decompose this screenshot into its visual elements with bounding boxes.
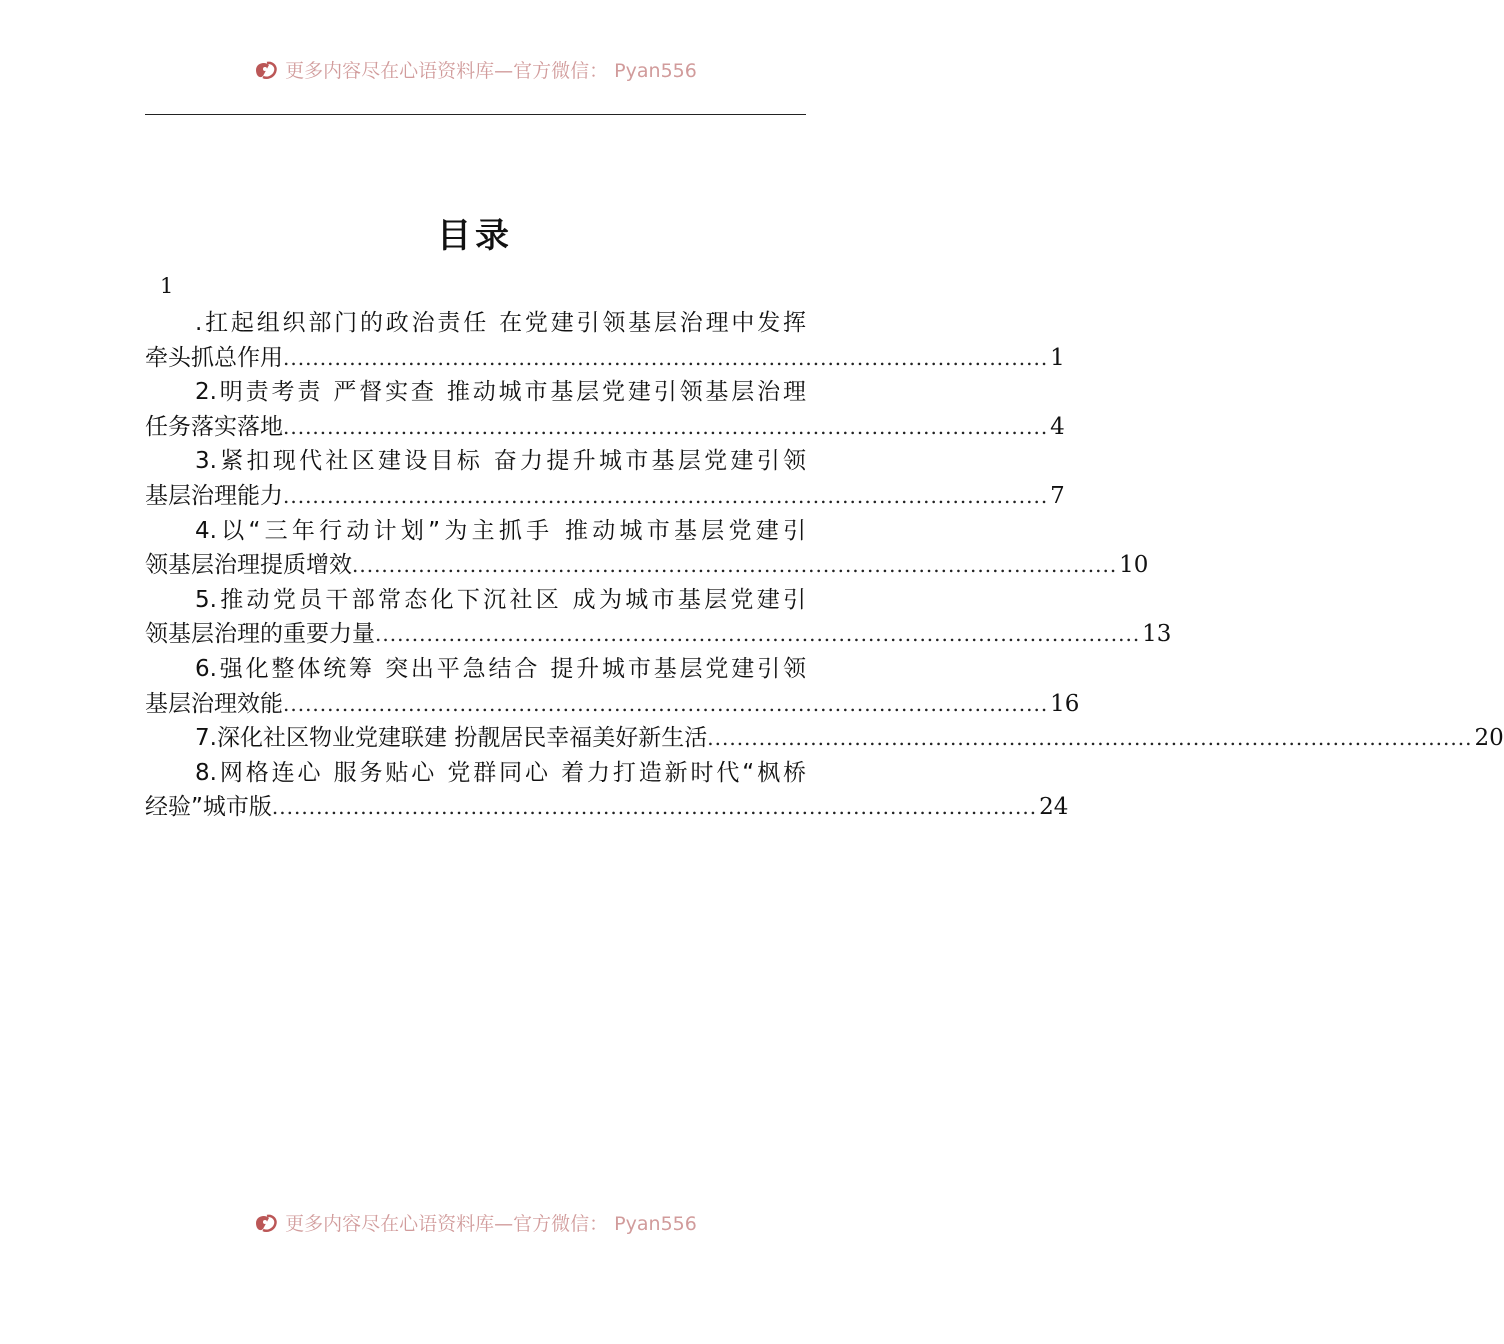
- logo-icon: [253, 1211, 279, 1235]
- toc-entry-title: 6.强化整体统筹 突出平急结合 提升城市基层党建引领: [195, 655, 806, 682]
- toc-entry-title-cont: 基层治理效能: [145, 690, 283, 717]
- leader-dots: ........................................................................................................: [352, 553, 1118, 578]
- toc-entry-title-cont: 领基层治理的重要力量: [145, 621, 375, 648]
- toc-page-number: 10: [1119, 552, 1149, 579]
- leader-dots: ........................................................................................................: [283, 345, 1049, 370]
- toc-entry-title: 3.紧扣现代社区建设目标 奋力提升城市基层党建引领: [195, 448, 806, 475]
- leader-dots: ........................................................................................................: [707, 726, 1473, 751]
- header-rule: [145, 114, 806, 115]
- toc-entry[interactable]: [145, 375, 1065, 444]
- toc-entry-title-cont: 经验”城市版: [145, 794, 272, 821]
- toc-entry-title-cont: 领基层治理提质增效: [145, 552, 352, 579]
- toc-page-number: 13: [1142, 621, 1172, 648]
- toc-entry-title: 2.明责考责 严督实查 推动城市基层党建引领基层治理: [195, 379, 806, 406]
- logo-icon: [253, 58, 279, 82]
- toc-entry-title-cont: 任务落实落地: [145, 413, 283, 440]
- toc-entry-title: .扛起组织部门的政治责任 在党建引领基层治理中发挥: [195, 310, 806, 336]
- toc-entry-title: 8.网格连心 服务贴心 党群同心 着力打造新时代“枫桥: [195, 759, 806, 786]
- toc-entry-title: 5.推动党员干部常态化下沉社区 成为城市基层党建引: [195, 586, 806, 613]
- leader-dots: ........................................................................................................: [283, 414, 1049, 439]
- toc-entry[interactable]: [145, 756, 1069, 825]
- toc-lead-number: 1: [160, 274, 174, 298]
- toc-entry[interactable]: [145, 583, 1172, 652]
- page-title: 目录: [437, 216, 513, 256]
- leader-dots: ........................................................................................................: [283, 483, 1049, 508]
- leader-dots: ........................................................................................................: [375, 622, 1141, 647]
- toc-entry[interactable]: [145, 721, 1504, 756]
- leader-dots: ........................................................................................................: [271, 795, 1038, 820]
- toc-entry[interactable]: [145, 514, 1149, 583]
- toc-page-number: 20: [1474, 725, 1504, 752]
- toc-entry[interactable]: [145, 306, 1065, 375]
- header-watermark: [0, 56, 950, 83]
- toc-page-number: 1: [1050, 344, 1065, 371]
- table-of-contents: [145, 306, 1504, 825]
- toc-entry-title-cont: 牵头抓总作用: [145, 344, 283, 371]
- watermark-text: 更多内容尽在心语资料库—官方微信： Pyan556: [285, 1213, 697, 1235]
- toc-page-number: 7: [1050, 482, 1065, 509]
- toc-entry-title: 7.深化社区物业党建联建 扮靓居民幸福美好新生活: [195, 725, 708, 752]
- toc-entry-title: 4.以“三年行动计划”为主抓手 推动城市基层党建引: [195, 517, 806, 544]
- toc-page-number: 24: [1039, 794, 1069, 821]
- leader-dots: ........................................................................................................: [283, 691, 1049, 716]
- toc-entry-title-cont: 基层治理能力: [145, 482, 283, 509]
- toc-entry[interactable]: [145, 652, 1080, 721]
- watermark-text: 更多内容尽在心语资料库—官方微信： Pyan556: [285, 60, 697, 82]
- footer-watermark: [0, 1209, 950, 1236]
- toc-page-number: 16: [1050, 690, 1080, 717]
- toc-page-number: 4: [1050, 413, 1065, 440]
- toc-entry[interactable]: [145, 444, 1065, 513]
